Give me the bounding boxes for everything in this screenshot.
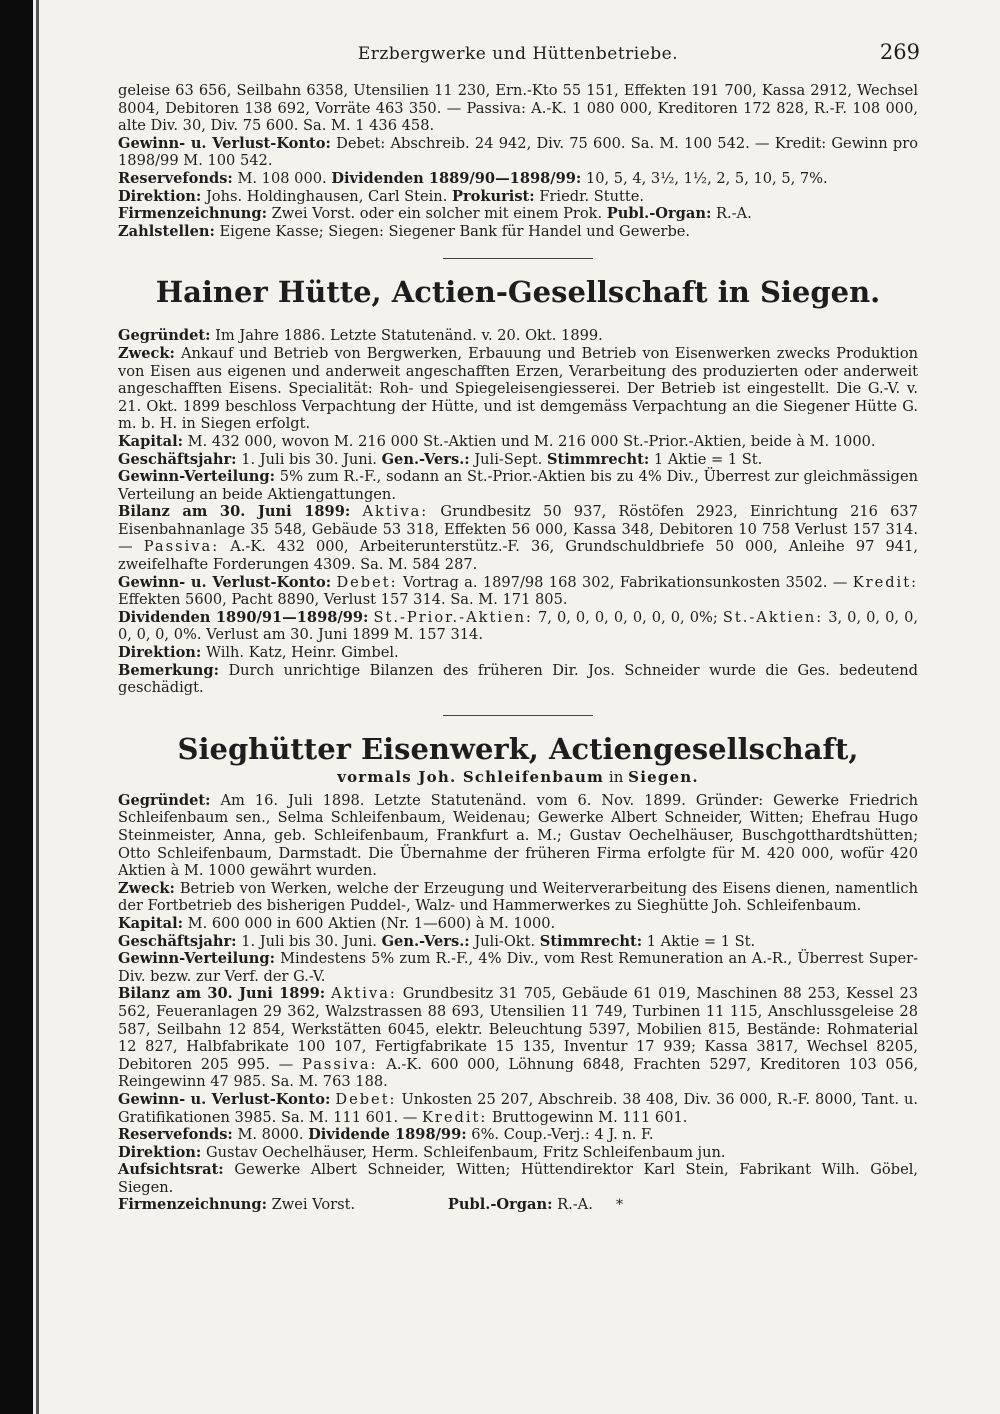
subtitle-city: Siegen.: [628, 767, 699, 786]
field-label: Gegründet:: [118, 791, 211, 809]
field-text: 1. Juli bis 30. Juni.: [241, 450, 377, 468]
company-subtitle: [118, 768, 918, 786]
hainer-dividenden: [118, 609, 918, 644]
sieg-direktion: [118, 1144, 918, 1162]
intro-direktion: [118, 188, 918, 206]
section-divider: [443, 715, 593, 716]
field-text: Effekten 5600, Pacht 8890, Verlust 157 314. Sa. M. 171 805.: [118, 591, 568, 609]
field-label: Publ.-Organ:: [606, 205, 712, 223]
sieg-zweck: [118, 880, 918, 915]
field-label: Aufsichtsrat:: [118, 1161, 224, 1179]
field-label: Dividende 1898/99:: [308, 1126, 467, 1144]
intro-firmenzeichnung: [118, 205, 918, 223]
field-label: Gewinn- u. Verlust-Konto:: [118, 134, 331, 152]
field-sublabel: Passiva:: [143, 538, 220, 556]
hainer-gewinn-konto: [118, 574, 918, 609]
running-title: Erzbergwerke und Hüttenbetriebe.: [357, 44, 679, 64]
field-sublabel: St.-Prior.-Aktien:: [373, 608, 533, 626]
field-text: Im Jahre 1886. Letzte Statutenänd. v. 20. Okt. 1899.: [215, 327, 603, 345]
field-text: Zwei Vorst.: [271, 1196, 356, 1214]
field-text: 5% zum R.-F., sodann an St.-Prior.-Aktien bis zu 4% Div., Überrest zur gleichmässigen Verteilung an beide Aktiengattungen.: [118, 468, 918, 503]
field-text: Friedr. Stutte.: [539, 187, 644, 205]
sieghuetter-eisenwerk-entry: [118, 732, 918, 1215]
intro-gewinn-konto: [118, 135, 918, 170]
field-text: Bruttogewinn M. 111 601.: [491, 1108, 688, 1126]
field-text: M. 600 000 in 600 Aktien (Nr. 1—600) à M. 1000.: [187, 914, 556, 932]
field-text: A.-K. 600 000, Löhnung 6848, Frachten 5297, Kreditoren 103 056, Reingewinn 47 985. Sa. M. 763 188.: [118, 1055, 918, 1091]
field-text: Ankauf und Betrieb von Bergwerken, Erbauung und Betrieb von Eisenwerken zwecks Produktion von Eisen aus eigenen und anderweit angeschafften Erzen, Verarbeitung des produzierten oder anderweit angeschafften Eisens. Specialität: Roh- und Spiegeleisengiesserei. Der Betrieb ist eingestellt. Die G.-V. v. 21. Okt. 1899 beschloss Verpachtung der Hütte, und ist demgemäss Verpachtung an die Siegener Hütte G. m. b. H. in Siegen erfolgt.: [118, 344, 918, 433]
field-text: Gustav Oechelhäuser, Herm. Schleifenbaum, Fritz Schleifenbaum jun.: [205, 1143, 726, 1161]
hainer-kapital: [118, 433, 918, 451]
sieg-gewinn-verteilung: [118, 950, 918, 985]
sieg-gewinn-konto: [118, 1091, 918, 1126]
sieg-geschaeftsjahr: [118, 933, 918, 951]
field-label: Direktion:: [118, 187, 202, 205]
field-text: Unkosten 25 207, Abschreib. 38 408, Div. 36 000, R.-F. 8000, Tant. u. Gratifikationen 3985. Sa. M. 111 601. —: [118, 1090, 919, 1126]
field-label: Stimmrecht:: [546, 450, 650, 468]
field-label: Kapital:: [118, 914, 184, 932]
hainer-gewinn-verteilung: [118, 468, 918, 503]
company-title: Sieghütter Eisenwerk, Actiengesellschaft,: [177, 731, 859, 766]
field-text: Vortrag a. 1897/98 168 302, Fabrikationsunkosten 3502. —: [402, 573, 848, 591]
field-label: Gewinn- u. Verlust-Konto:: [118, 1090, 331, 1108]
field-text: R.-A.: [715, 205, 752, 223]
field-text: M. 8000.: [237, 1126, 304, 1144]
field-text: Grundbesitz 50 937, Röstöfen 2923, Einrichtung 216 637 Eisenbahnanlage 35 548, Gebäude 53 318, Effekten 56 000, Kassa 348, Debitoren 10 758 Verlust 157 314. —: [118, 503, 919, 556]
field-label: Zahlstellen:: [118, 222, 215, 240]
field-label: Zweck:: [118, 344, 175, 362]
sieg-aufsichtsrat: [118, 1161, 918, 1196]
sieg-kapital: [118, 915, 918, 933]
field-label: Gen.-Vers.:: [381, 450, 470, 468]
field-text: Betrieb von Werken, welche der Erzeugung und Weiterverarbeitung des Eisens dienen, namentlich der Fortbetrieb des bisherigen Puddel-, Walz- und Hammerwerkes zu Sieghütte Joh. Schleifenbaum.: [118, 879, 919, 915]
footnote-mark: *: [616, 1197, 624, 1214]
field-label: Geschäftsjahr:: [118, 450, 237, 468]
hainer-bemerkung: [118, 662, 918, 697]
field-text: Eigene Kasse; Siegen: Siegener Bank für Handel und Gewerbe.: [219, 222, 691, 240]
field-text: Durch unrichtige Bilanzen des früheren Dir. Jos. Schneider wurde die Ges. bedeutend geschädigt.: [118, 661, 918, 697]
section-divider: [443, 258, 593, 259]
field-sublabel: Aktiva:: [331, 985, 397, 1003]
field-label: Zweck:: [118, 879, 175, 897]
field-label: Prokurist:: [451, 187, 535, 205]
book-spine-shadow: [0, 0, 33, 1414]
field-label: Reservefonds:: [118, 169, 233, 187]
field-text: R.-A.: [557, 1196, 593, 1214]
field-text: Am 16. Juli 1898. Letzte Statutenänd. vom 6. Nov. 1899. Gründer: Gewerke Friedrich Schleifenbaum sen., Selma Schleifenbaum, Weidenau; Gewerke Albert Schneider, Witten; Ehefrau Hugo Steinmeister, Anna, geb. Schleifenbaum, Frankfurt a. M.; Gustav Oechelhäuser, Buschgotthardtshütten; Otto Schleifenbaum, Darmstadt. Die Übernahme der früheren Firma erfolgte für M. 420 000, wofür 420 Aktien à M. 1000 gewährt wurden.: [118, 791, 918, 880]
hainer-gegruendet: [118, 327, 918, 345]
field-label: Firmenzeichnung:: [118, 205, 267, 223]
field-text: 1 Aktie = 1 St.: [646, 932, 756, 950]
company-title: Hainer Hütte, Actien-Gesellschaft in Siegen.: [155, 275, 881, 310]
field-text: A.-K. 432 000, Arbeiterunterstütz.-F. 36, Grundschuldbriefe 50 000, Anleihe 97 941, zweifelhafte Forderungen 4309. Sa. M. 584 287.: [118, 538, 919, 574]
sieg-firmenzeichnung: [118, 1196, 918, 1215]
field-text: 1. Juli bis 30. Juni.: [241, 932, 377, 950]
field-text: Zwei Vorst. oder ein solcher mit einem Prok.: [271, 205, 603, 223]
subtitle-former-name: vormals Joh. Schleifenbaum: [337, 767, 605, 786]
sieg-bilanz: [118, 985, 918, 1091]
field-text: Juli-Okt.: [474, 932, 536, 950]
sieg-gegruendet: [118, 792, 918, 880]
field-label: Bemerkung:: [118, 661, 219, 679]
hainer-geschaeftsjahr: [118, 451, 918, 469]
field-text: 6%. Coup.-Verj.: 4 J. n. F.: [471, 1126, 654, 1144]
previous-entry: [118, 82, 918, 240]
field-text: Gewerke Albert Schneider, Witten; Hüttendirektor Karl Stein, Fabrikant Wilh. Göbel, Siegen.: [118, 1161, 919, 1196]
field-text: Grundbesitz 31 705, Gebäude 61 019, Maschinen 88 253, Kessel 23 562, Feueranlagen 29 362, Walzstrassen 88 693, Utensilien 11 749, Turbinen 11 115, Anschlussgeleise 28 587, Seilbahn 12 854, Werkstätten 6045, elektr. Beleuchtung 5397, Mobilien 815, Bestände: Rohmaterial 12 827, Halbfabrikate 100 107, Fertigfabrikate 15 135, Inventur 17 939; Kassa 3817, Wechsel 8205, Debitoren 205 995. —: [118, 985, 919, 1073]
field-label: Geschäftsjahr:: [118, 932, 237, 950]
hainer-huette-entry: [118, 275, 918, 696]
field-label: Gewinn- u. Verlust-Konto:: [118, 573, 332, 591]
hainer-direktion: [118, 644, 918, 662]
field-sublabel: Passiva:: [302, 1055, 378, 1073]
field-sublabel: St.-Aktien:: [722, 608, 824, 626]
field-label: Direktion:: [118, 644, 202, 662]
field-text: M. 432 000, wovon M. 216 000 St.-Aktien und M. 216 000 St.-Prior.-Aktien, beide à M. 1000.: [187, 432, 876, 450]
field-text: 7, 0, 0, 0, 0, 0, 0, 0, 0%;: [538, 608, 718, 626]
field-label: Publ.-Organ:: [447, 1196, 553, 1214]
field-label: Dividenden 1889/90—1898/99:: [331, 169, 582, 187]
intro-zahlstellen: [118, 223, 918, 241]
field-label: Firmenzeichnung:: [118, 1196, 267, 1214]
field-label: Gen.-Vers.:: [381, 932, 470, 950]
field-label: Bilanz am 30. Juni 1899:: [118, 503, 351, 521]
field-text: 10, 5, 4, 3½, 1½, 2, 5, 10, 5, 7%.: [585, 169, 828, 187]
field-text: 3, 0, 0, 0, 0, 0, 0, 0, 0%. Verlust am 30. Juni 1899 M. 157 314.: [118, 608, 919, 644]
field-sublabel: Aktiva:: [362, 503, 429, 521]
field-text: 1 Aktie = 1 St.: [653, 450, 763, 468]
field-label: Bilanz am 30. Juni 1899:: [118, 985, 326, 1003]
field-label: Direktion:: [118, 1143, 202, 1161]
field-sublabel: Debet:: [336, 573, 398, 591]
book-spine-edge: [36, 0, 39, 1414]
sieg-reserve-dividende: [118, 1126, 918, 1144]
field-label: Kapital:: [118, 432, 184, 450]
balance-continuation: geleise 63 656, Seilbahn 6358, Utensilien 11 230, Ern.-Kto 55 151, Effekten 191 700, Kassa 2912, Wechsel 8004, Debitoren 138 692, Vorräte 463 350. — Passiva: A.-K. 1 080 000, Kreditoren 172 828, R.-F. 108 000, alte Div. 30, Div. 75 600. Sa. M. 1 436 458.: [118, 82, 918, 135]
page-header: [118, 40, 918, 82]
field-text: Wilh. Katz, Heinr. Gimbel.: [205, 644, 399, 662]
hainer-zweck: [118, 345, 918, 433]
field-label: Gewinn-Verteilung:: [118, 468, 275, 486]
field-label: Gegründet:: [118, 327, 211, 345]
field-sublabel: Debet:: [335, 1090, 397, 1108]
document-page: [118, 40, 918, 1215]
field-label: Gewinn-Verteilung:: [118, 950, 275, 968]
field-text: Mindestens 5% zum R.-F., 4% Div., vom Rest Remuneration an A.-R., Überrest Super-Div. bezw. zur Verf. der G.-V.: [118, 950, 918, 985]
field-text: Juli-Sept.: [474, 450, 543, 468]
field-text: Johs. Holdinghausen, Carl Stein.: [205, 187, 448, 205]
intro-reserve-dividends: [118, 170, 918, 188]
hainer-bilanz: [118, 503, 918, 573]
field-sublabel: Kredit:: [852, 573, 918, 591]
field-sublabel: Kredit:: [422, 1108, 488, 1126]
field-text: Debet: Abschreib. 24 942, Div. 75 600. Sa. M. 100 542. — Kredit: Gewinn pro 1898/99 M. 100 542.: [118, 134, 918, 170]
subtitle-in: in: [608, 767, 624, 786]
field-label: Stimmrecht:: [539, 932, 643, 950]
page-number: 269: [879, 40, 920, 64]
field-label: Dividenden 1890/91—1898/99:: [118, 608, 369, 626]
field-label: Reservefonds:: [118, 1126, 233, 1144]
field-text: M. 108 000.: [237, 169, 327, 187]
